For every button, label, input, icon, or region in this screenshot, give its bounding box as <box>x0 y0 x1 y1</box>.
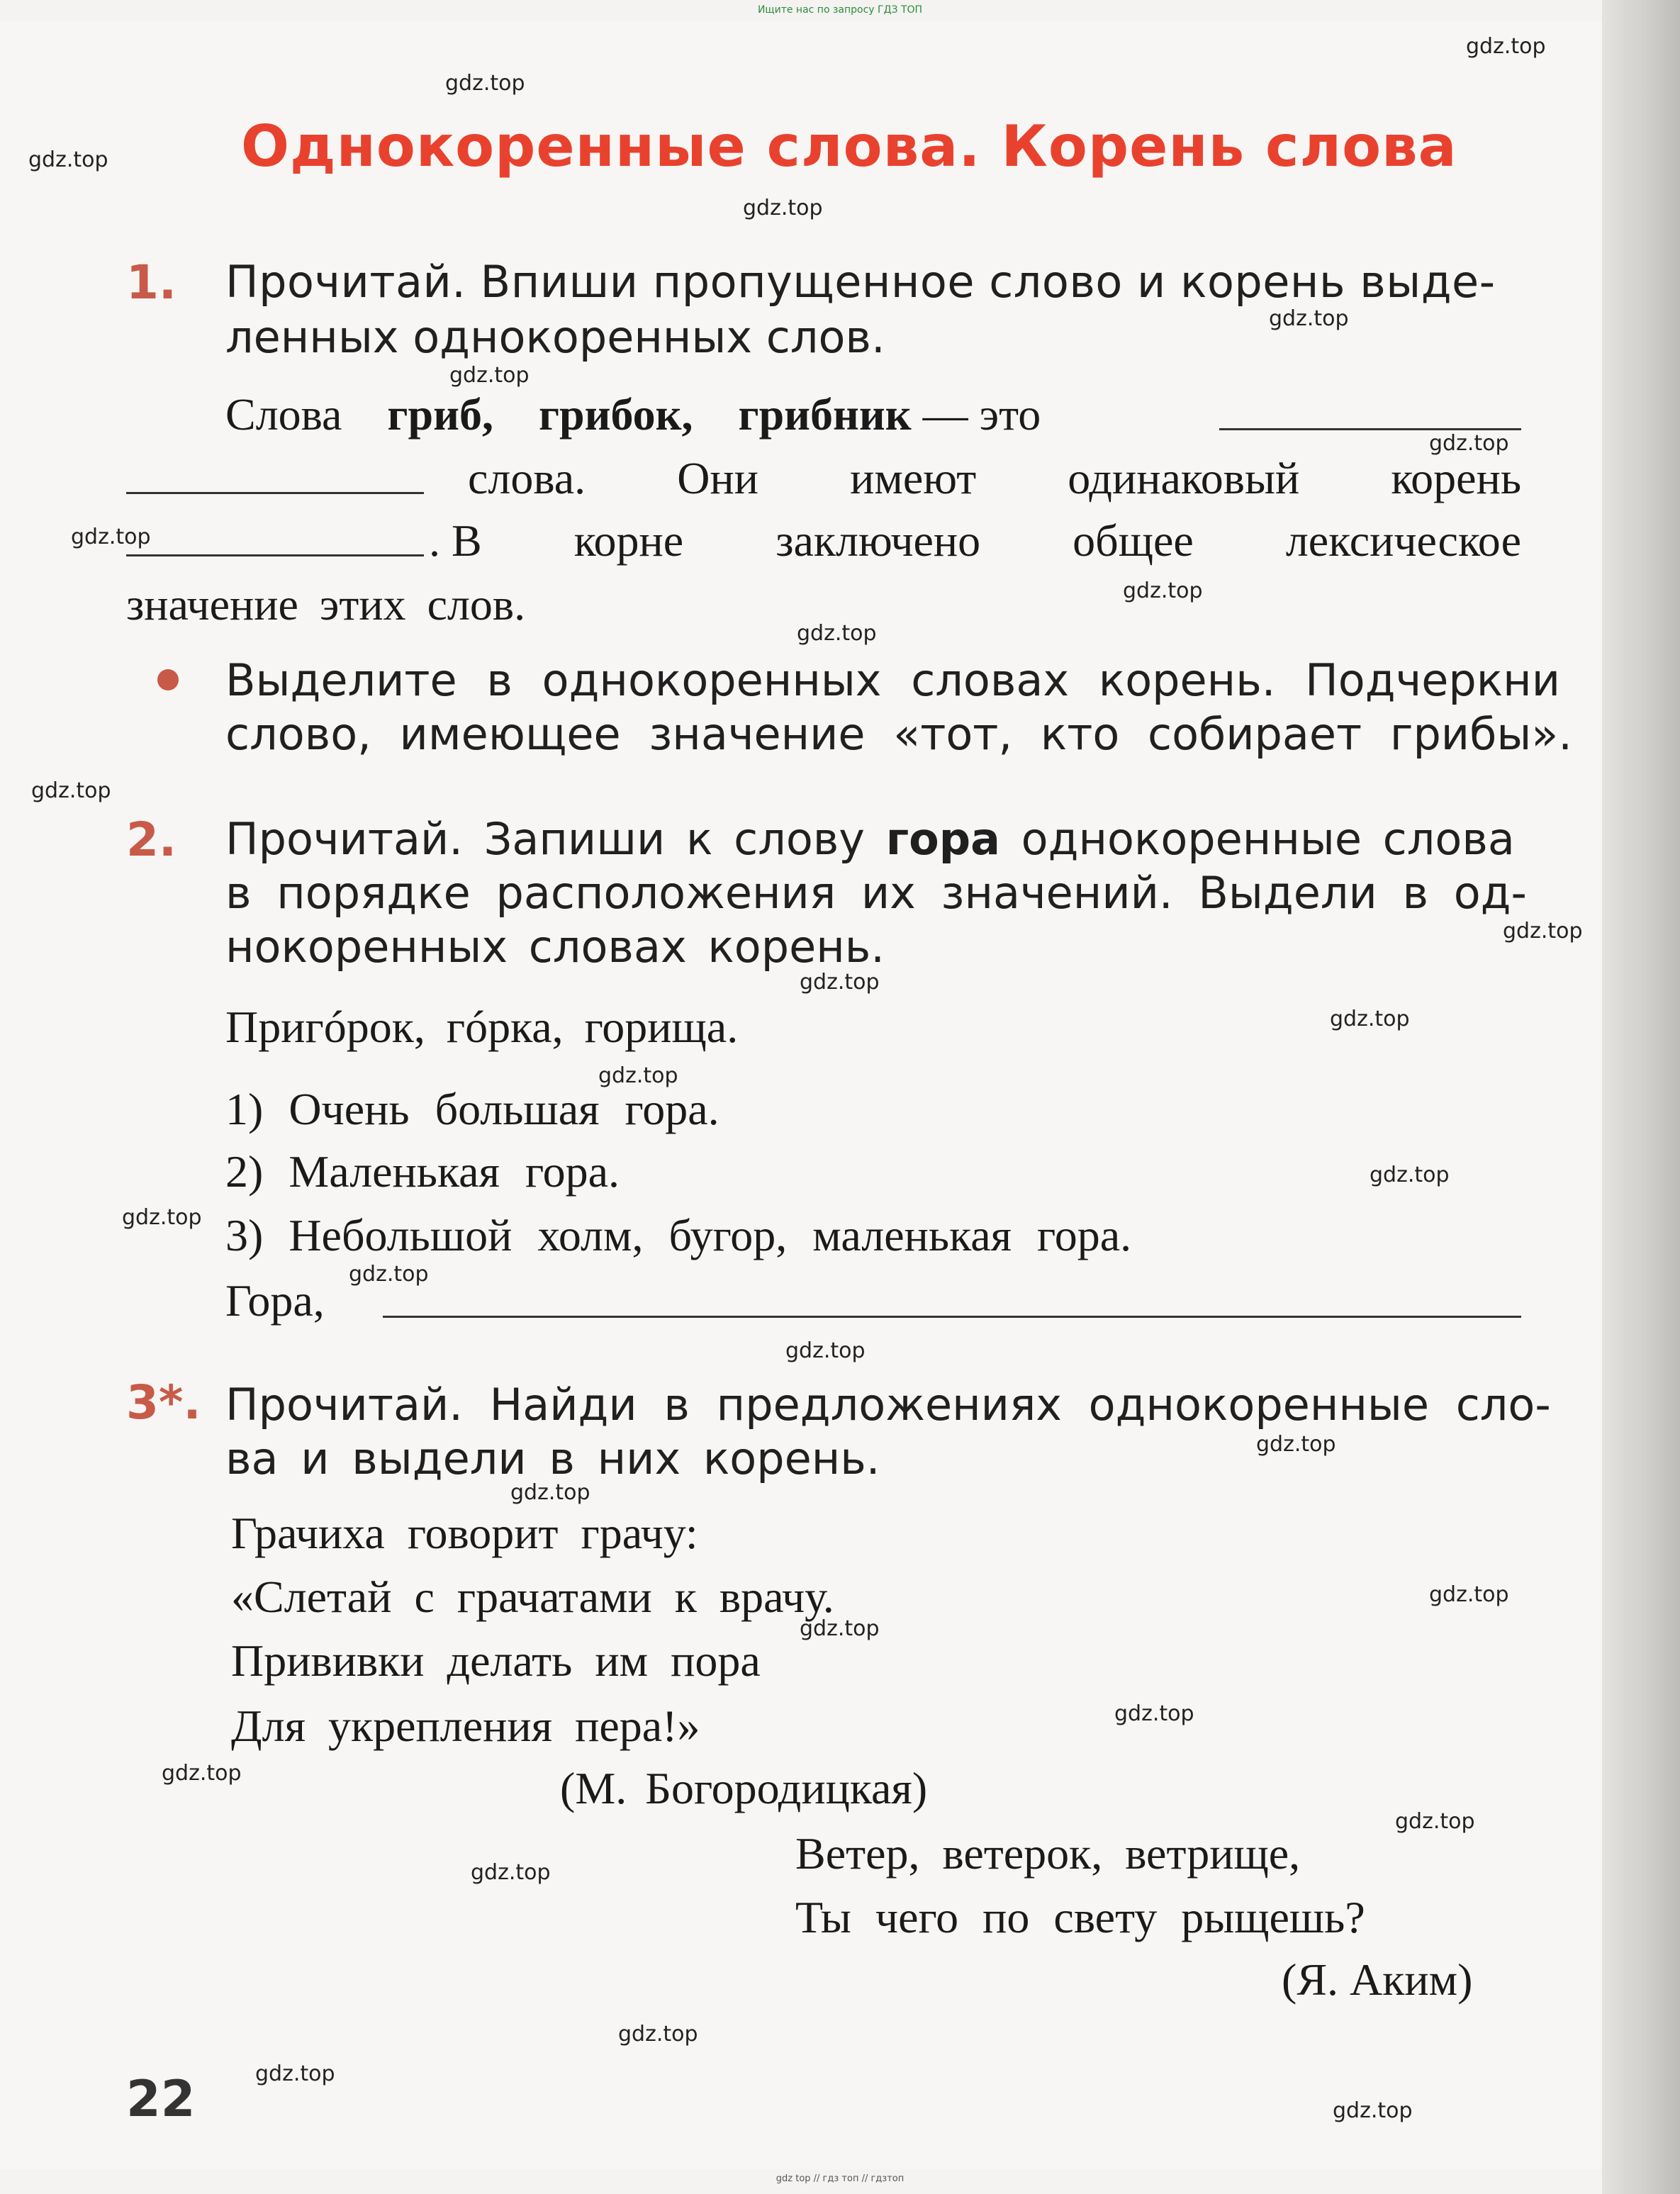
ex3-author2: (Я. Аким) <box>1282 1954 1473 2005</box>
watermark: gdz.top <box>785 1338 866 1363</box>
watermark: gdz.top <box>349 1262 429 1287</box>
ex1-task-line2: слово, имеющее значение «тот, кто собирает грибы». <box>225 708 1572 760</box>
ex2-answer-blank[interactable] <box>383 1316 1521 1318</box>
ex3-poem1-line4: Для укрепления пера!» <box>231 1701 700 1751</box>
ex1-word-gribok: грибок, <box>538 389 693 440</box>
ex2-item-3: 3) Небольшой холм, бугор, маленькая гора. <box>225 1210 1132 1260</box>
ex1-blank-1[interactable] <box>1219 428 1521 430</box>
ex2-words: Пригóрок, гóрка, горища. <box>225 1002 739 1052</box>
ex1-words-prefix: Слова <box>225 389 342 440</box>
ex2-answer-prefix: Гора, <box>225 1275 325 1326</box>
exercise-3-number: 3*. <box>126 1375 201 1430</box>
exercise-2-number: 2. <box>126 812 177 867</box>
ex1-s2-c: имеют <box>850 453 977 503</box>
watermark: gdz.top <box>1429 1582 1509 1607</box>
page-title: Однокоренные слова. Корень слова <box>241 113 1457 179</box>
watermark: gdz.top <box>255 2061 335 2086</box>
watermark: gdz.top <box>618 2022 698 2047</box>
watermark: gdz.top <box>1429 431 1509 456</box>
ex1-line1-text: Прочитай. Впиши пропущенное слово и корень выде- <box>225 256 1496 308</box>
ex1-s2-e: корень <box>1391 453 1521 503</box>
watermark: gdz.top <box>445 71 525 96</box>
watermark: gdz.top <box>1269 306 1349 331</box>
watermark: gdz.top <box>471 1860 551 1885</box>
ex2-instruction-line3: нокоренных словах корень. <box>225 921 885 973</box>
ex3-poem2-line1: Ветер, ветерок, ветрище, <box>795 1828 1301 1879</box>
ex1-sentence-line3 <box>429 509 1521 573</box>
watermark: gdz.top <box>162 1761 242 1786</box>
watermark: gdz.top <box>1370 1163 1450 1187</box>
ex1-s3-d: общее <box>1073 515 1194 566</box>
exercise-1-number: 1. <box>126 255 177 310</box>
ex2-item-1: 1) Очень большая гора. <box>225 1084 719 1134</box>
ex3-instruction-line1: Прочитай. Найди в предложениях однокоренные сло- <box>225 1379 1551 1431</box>
ex1-sentence-line2 <box>468 447 1521 510</box>
watermark: gdz.top <box>1256 1432 1336 1457</box>
ex1-dash-eto: — это <box>922 389 1041 440</box>
ex1-s3-e: лексическое <box>1285 515 1521 566</box>
ex1-s3-b: корне <box>573 515 684 566</box>
page-edge <box>1602 0 1680 2194</box>
watermark: gdz.top <box>1330 1007 1410 1031</box>
bottom-note: gdz top // гдз топ // гдзтоп <box>775 2173 905 2184</box>
ex3-poem1-line2: «Слетай с грачатами к врачу. <box>231 1572 834 1622</box>
ex3-poem1-line3: Прививки делать им пора <box>231 1635 761 1686</box>
ex2-item-2: 2) Маленькая гора. <box>225 1146 620 1197</box>
ex3-poem1-line1: Грачиха говорит грачу: <box>231 1508 698 1558</box>
ex1-s2-b: Они <box>677 453 758 503</box>
watermark: gdz.top <box>1114 1701 1194 1726</box>
watermark: gdz.top <box>1466 34 1546 59</box>
ex1-s2-d: одинаковый <box>1068 453 1300 503</box>
ex1-sentence-line4: значение этих слов. <box>126 579 526 629</box>
ex1-s3-a: . В <box>429 515 482 566</box>
ex2-line1-c: однокоренные слова <box>1021 813 1515 865</box>
page-number: 22 <box>126 2070 196 2128</box>
watermark: gdz.top <box>800 1616 880 1641</box>
watermark: gdz.top <box>122 1205 202 1230</box>
ex1-word-gribnik: грибник <box>738 389 912 440</box>
watermark: gdz.top <box>1395 1809 1475 1834</box>
watermark: gdz.top <box>797 621 877 646</box>
ex2-line1-a: Прочитай. Запиши к слову <box>225 813 865 865</box>
ex2-instruction-line1 <box>225 812 1515 866</box>
top-note: Ищите нас по запросу ГДЗ ТОП <box>757 4 923 16</box>
watermark: gdz.top <box>598 1063 678 1088</box>
ex1-word-grib: гриб, <box>387 389 493 440</box>
watermark: gdz.top <box>31 778 111 803</box>
watermark: gdz.top <box>28 147 108 172</box>
ex2-word-gora: гора <box>885 813 1000 865</box>
ex3-instruction-line2: ва и выдели в них корень. <box>225 1433 880 1484</box>
watermark: gdz.top <box>1123 578 1203 603</box>
watermark: gdz.top <box>510 1480 590 1505</box>
ex1-s2-a: слова. <box>468 453 586 503</box>
watermark: gdz.top <box>71 525 151 549</box>
watermark: gdz.top <box>1333 2098 1413 2123</box>
ex3-poem2-line2: Ты чего по свету рыщешь? <box>795 1892 1365 1942</box>
ex2-instruction-line2: в порядке расположения их значений. Выдели в од- <box>225 867 1527 919</box>
ex1-blank-3[interactable] <box>126 554 424 556</box>
ex1-task-line1: Выделите в однокоренных словах корень. Подчеркни <box>225 654 1560 706</box>
watermark: gdz.top <box>449 363 530 388</box>
watermark: gdz.top <box>800 970 880 995</box>
ex3-author1: (М. Богородицкая) <box>560 1763 928 1813</box>
ex1-sentence-line1 <box>225 383 1041 447</box>
ex1-s3-c: заключено <box>775 515 981 566</box>
ex1-instruction-line2: ленных однокоренных слов. <box>225 311 885 363</box>
ex1-instruction-line1 <box>225 255 1521 309</box>
task-bullet <box>157 669 179 690</box>
watermark: gdz.top <box>1503 919 1583 944</box>
watermark: gdz.top <box>743 196 823 220</box>
ex1-blank-2[interactable] <box>126 492 424 494</box>
